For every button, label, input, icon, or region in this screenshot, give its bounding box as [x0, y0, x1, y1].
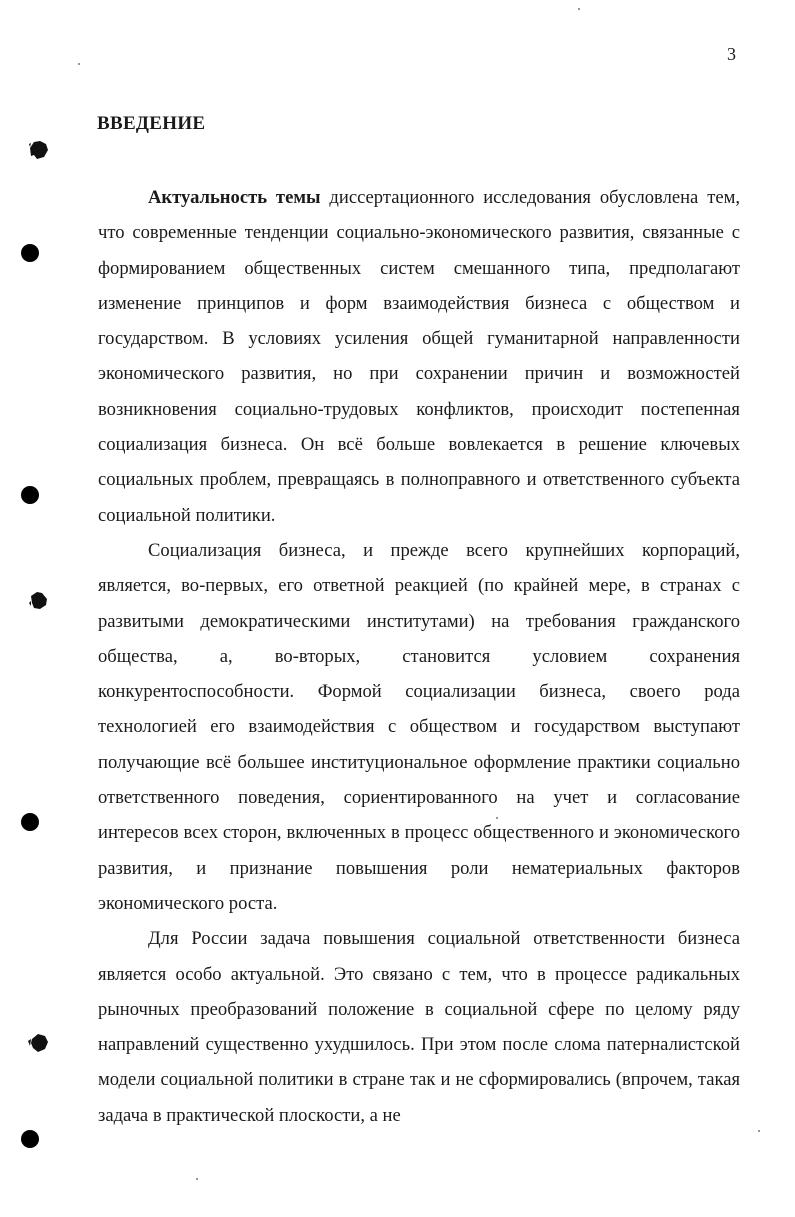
- section-heading: ВВЕДЕНИЕ: [97, 113, 206, 134]
- scan-speck: [578, 8, 580, 10]
- torn-punch-mark-icon: [28, 590, 50, 612]
- scan-speck: [196, 1178, 198, 1180]
- punch-hole: [21, 486, 39, 504]
- scan-speck: [496, 817, 498, 819]
- paragraph-1: [98, 180, 740, 533]
- torn-punch-mark-icon: [28, 1032, 50, 1054]
- punch-hole: [21, 244, 39, 262]
- torn-punch-mark-icon: [28, 139, 50, 161]
- paragraph-3: Для России задача повышения социальной ответственности бизнеса является особо актуальной. Это связано с тем, что в процессе радикальных рыночных преобразований положение в социальной сфере по целому ряду направлений существенно ухудшилось. При этом после слома патерналистской модели социальной политики в стране так и не сформировались (впрочем, такая задача в практической плоскости, а не: [98, 928, 740, 1126]
- punch-hole: [21, 1130, 39, 1148]
- paragraph-1-text: диссертационного исследования обусловлена тем, что современные тенденции социально-экономического развития, связанные с формированием общественных систем смешанного типа, предполагают изменение принципов и форм взаимодействия бизнеса с обществом и государством. В условиях усиления общей гуманитарной направленности экономического развития, но при сохранении причин и возможностей возникновения социально-трудовых конфликтов, происходит постепенная социализация бизнеса. Он всё больше вовлекается в решение ключевых социальных проблем, превращаясь в полноправного и ответственного субъекта социальной политики.: [98, 187, 740, 526]
- body-text: [98, 180, 740, 1133]
- paragraph-2: Социализация бизнеса, и прежде всего крупнейших корпораций, является, во-первых, его ответной реакцией (по крайней мере, в странах с развитыми демократическими институтами) на требования гражданского общества, а, во-вторых, становится условием сохранения конкурентоспособности. Формой социализации бизнеса, своего рода технологией его взаимодействия с обществом и государством выступают получающие всё большее институциональное оформление практики социально ответственного поведения, сориентированного на учет и согласование интересов всех сторон, включенных в процесс общественного и экономического развития, и признание повышения роли нематериальных факторов экономического роста.: [98, 539, 740, 914]
- scan-speck: [78, 63, 80, 65]
- scan-speck: [758, 1130, 760, 1132]
- page-number: 3: [727, 44, 736, 64]
- paragraph-1-lead: Актуальность темы: [148, 187, 321, 208]
- punch-hole: [21, 813, 39, 831]
